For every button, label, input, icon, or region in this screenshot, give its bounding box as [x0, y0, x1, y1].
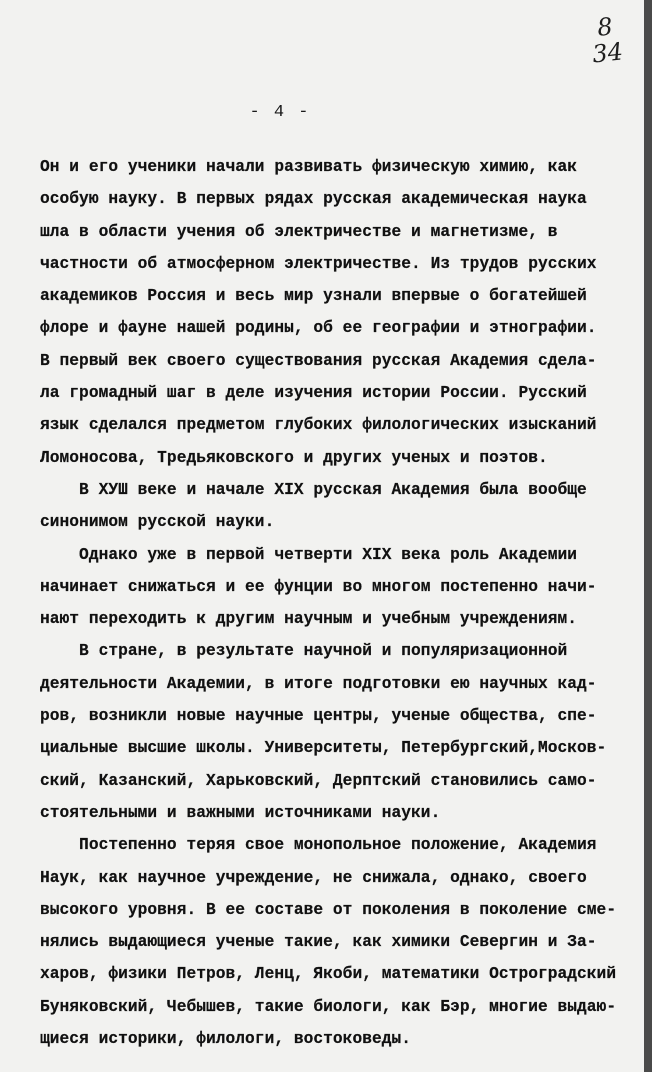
archive-handwritten-mark [589, 13, 625, 68]
text-line: Он и его ученики начали развивать физическую химию, как [40, 158, 578, 176]
text-line: язык сделался предметом глубоких филологических изысканий [40, 416, 597, 435]
text-line: ла громадный шаг в деле изучения истории России. Русский [40, 384, 587, 403]
text-line: Буняковский, Чебышев, такие биологи, как Бэр, многие выдаю- [40, 997, 617, 1016]
text-line: флоре и фауне нашей родины, об ее географии и этнографии. [40, 319, 597, 338]
text-line: В первый век своего существования русская Академия сдела- [40, 351, 597, 370]
text-line: особую науку. В первых рядах русская академическая наука [40, 190, 587, 209]
page-number: - 4 - [249, 103, 311, 122]
text-line: частности об атмосферном электричестве. Из трудов русских [40, 254, 597, 273]
text-line: Ломоносова, Тредьяковского и других ученых и поэтов. [40, 448, 548, 467]
text-line: щиеся историки, филологи, востоковеды. [40, 1030, 412, 1049]
text-line: Постепенно теряя свое монопольное положение, Академия [40, 836, 597, 855]
text-line: ский, Казанский, Харьковский, Дерптский становились само- [40, 771, 597, 790]
text-line: В стране, в результате научной и популяризационной [40, 642, 568, 661]
archive-mark-line-2: 34 [591, 37, 625, 69]
text-line: харов, физики Петров, Ленц, Якоби, математики Остроградский [40, 965, 617, 984]
text-line: Однако уже в первой четверти ХIХ века роль Академии [40, 545, 578, 564]
text-line: шла в области учения об электричестве и магнетизме, в [40, 222, 558, 241]
text-line: стоятельными и важными источниками науки. [40, 803, 441, 822]
text-line: синонимом русской науки. [40, 513, 275, 532]
archive-mark-line-1: 8 [596, 12, 615, 42]
text-line: высокого уровня. В ее составе от поколения в поколение сме- [40, 900, 617, 919]
text-line: Наук, как научное учреждение, не снижала, однако, своего [40, 868, 587, 887]
text-line: нялись выдающиеся ученые такие, как химики Севергин и За- [40, 933, 597, 952]
text-line: нают переходить к другим научным и учебным учреждениям. [40, 610, 578, 629]
text-line: академиков Россия и весь мир узнали впервые о богатейшей [40, 287, 587, 306]
text-line: начинает снижаться и ее фунции во многом постепенно начи- [40, 577, 597, 596]
text-line: ров, возникли новые научные центры, ученые общества, спе- [40, 707, 597, 726]
text-line: деятельности Академии, в итоге подготовки ею научных кад- [40, 674, 597, 693]
text-line: В ХУШ веке и начале ХIХ русская Академия была вообще [40, 480, 587, 499]
body-text [40, 151, 640, 1055]
text-line: циальные высшие школы. Университеты, Петербургский,Москов- [40, 739, 607, 758]
